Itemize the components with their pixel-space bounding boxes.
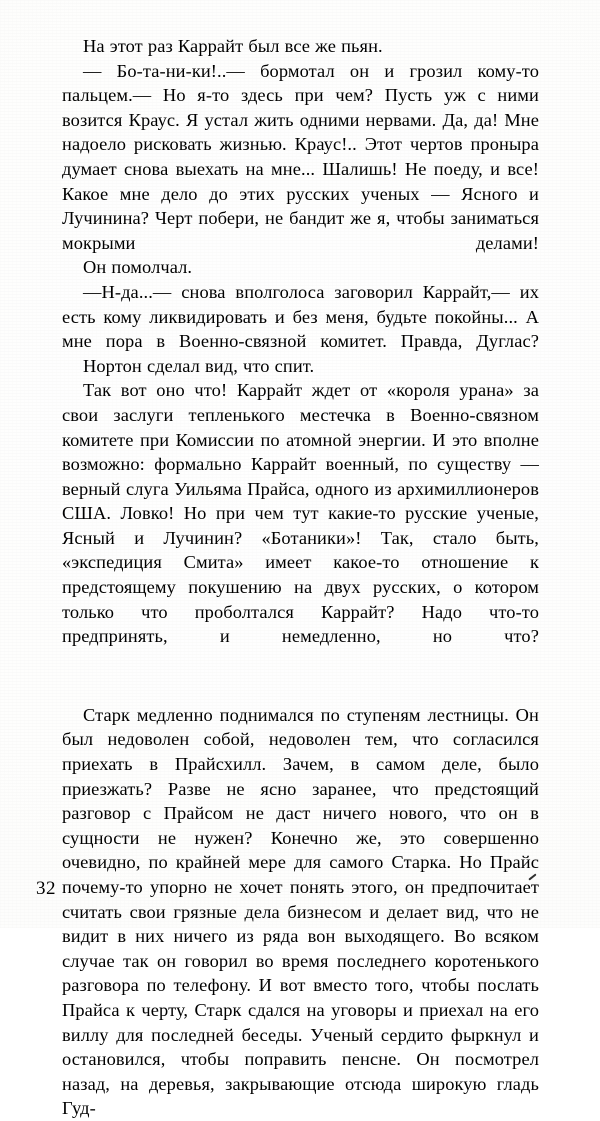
- paragraph-carrait-dialogue: — Бо-та-ни-ки!..— бормотал он и грозил кому-то пальцем.— Но я-то здесь при чем? Пусть уж с ними возится Краус. Я устал жить одними нервами. Да, да! Мне надоело рисковать жизнью. Краус!.. Этот чертов проныра думает снова выехать на мне... Шалишь! Не поеду, и все! Какое мне дело до этих русских ученых — Ясного и Лучинина? Черт побери, не бандит же я, чтобы заниматься мокрыми делами!: [62, 60, 539, 253]
- page-number: 32: [36, 878, 56, 899]
- paragraph-norton-pretended: Нортон сделал вид, что спит.: [83, 355, 315, 376]
- paragraph-he-paused: Он помолчал.: [83, 257, 193, 278]
- paragraph-so-thats-it: Так вот оно что! Каррайт ждет от «короля урана» за свои заслуги тепленького местечка в Военно-связном комитете при Комиссии по атомной энергии. И это вполне возможно: формально Каррайт военный, по существу — верный слуга Уильяма Прайса, одного из архимиллионеров США. Ловко! Но при чем тут какие-то русские ученые, Ясный и Лучинин? «Ботаники»! Так, стало быть, «экспедиция Смита» имеет какое-то отношение к предстоящему покушению на двух русских, о котором только что проболтался Каррайт? Надо что-то предпринять, и немедленно, но что?: [62, 380, 539, 647]
- paragraph-opening-line: На этот раз Каррайт был все же пьян.: [83, 36, 383, 56]
- section-break: [62, 649, 539, 703]
- paragraph-n-da-dialogue: —Н-да...— снова вполголоса заговорил Каррайт,— их есть кому ликвидировать и без меня, будьте покойны... А мне пора в Военно-связной комитет. Правда, Дуглас?: [62, 281, 539, 352]
- paragraph-stark-climbing-stairs: Старк медленно поднимался по ступеням лестницы. Он был недоволен собой, недоволен тем, что согласился приехать в Прайсхилл. Зачем, в самом деле, было приезжать? Разве не ясно заранее, что предстоящий разговор с Прайсом не даст ничего нового, что он в сущности не нужен? Конечно же, это совершенно очевидно, по крайней мере для самого Старка. Но Прайс почему-то упорно не хочет понять этого, он предпочитает считать свои грязные дела бизнесом и делает вид, что не видит в них ничего из ряда вон выходящего. Во всяком случае так он говорил во время последнего коротенького разговора по телефону. И вот вместо того, чтобы послать Прайса к черту, Старк сдался на уговоры и приехал на его виллу для последней беседы. Ученый сердито фыркнул и остановился, чтобы поправить пенсне. Он посмотрел назад, на деревья, закрывающие отсюда широкую гладь Гуд-: [62, 704, 539, 1119]
- page-text-block: [62, 34, 539, 1121]
